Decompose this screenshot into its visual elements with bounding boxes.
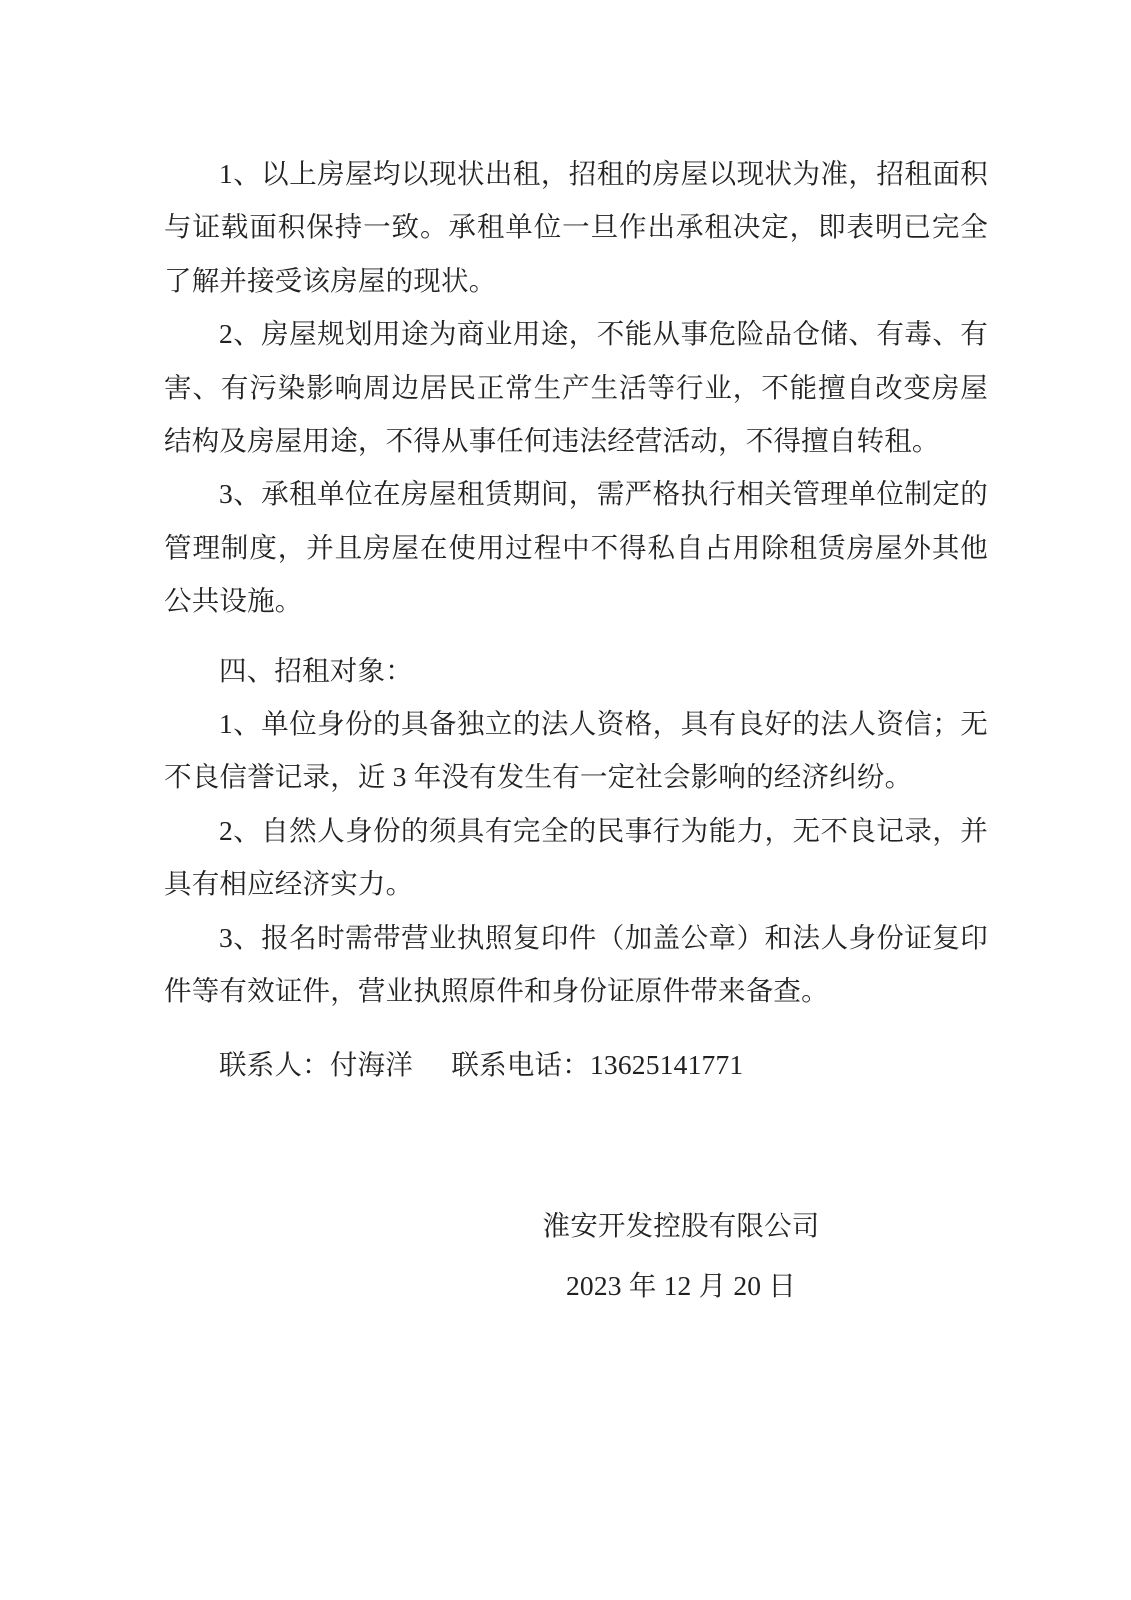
- clause-management-rules: 3、承租单位在房屋租赁期间，需严格执行相关管理单位制定的管理制度，并且房屋在使用过程中不得私自占用除租赁房屋外其他公共设施。: [164, 478, 988, 617]
- signature-block: [471, 1196, 891, 1316]
- target-item-natural-person: 2、自然人身份的须具有完全的民事行为能力，无不良记录，并具有相应经济实力。: [164, 814, 988, 900]
- contact-person-name: 付海洋: [329, 1048, 413, 1080]
- section-heading-rental-targets: 四、招租对象：: [219, 654, 413, 686]
- contact-phone-number: 13625141771: [589, 1048, 744, 1080]
- contact-line: [164, 1038, 988, 1091]
- clause-usage-restrictions: 2、房屋规划用途为商业用途，不能从事危险品仓储、有毒、有害、有污染影响周边居民正常生产生活等行业，不能擅自改变房屋结构及房屋用途，不得从事任何违法经营活动，不得擅自转租。: [164, 318, 988, 457]
- target-item-required-documents: 3、报名时需带营业执照复印件（加盖公章）和法人身份证复印件等有效证件，营业执照原件和身份证原件带来备查。: [164, 921, 988, 1007]
- contact-phone-label: 联系电话：: [451, 1048, 590, 1080]
- clause-rent-as-is: 1、以上房屋均以现状出租，招租的房屋以现状为准，招租面积与证载面积保持一致。承租单位一旦作出承租决定，即表明已完全了解并接受该房屋的现状。: [164, 158, 988, 296]
- target-item-legal-entity: 1、单位身份的具备独立的法人资格，具有良好的法人资信；无不良信誉记录，近 3 年没有发生有一定社会影响的经济纠纷。: [164, 708, 988, 793]
- signature-date: 2023 年 12 月 20 日: [565, 1269, 797, 1301]
- signature-company-name: 淮安开发控股有限公司: [542, 1209, 820, 1241]
- contact-person-label: 联系人：: [219, 1048, 330, 1080]
